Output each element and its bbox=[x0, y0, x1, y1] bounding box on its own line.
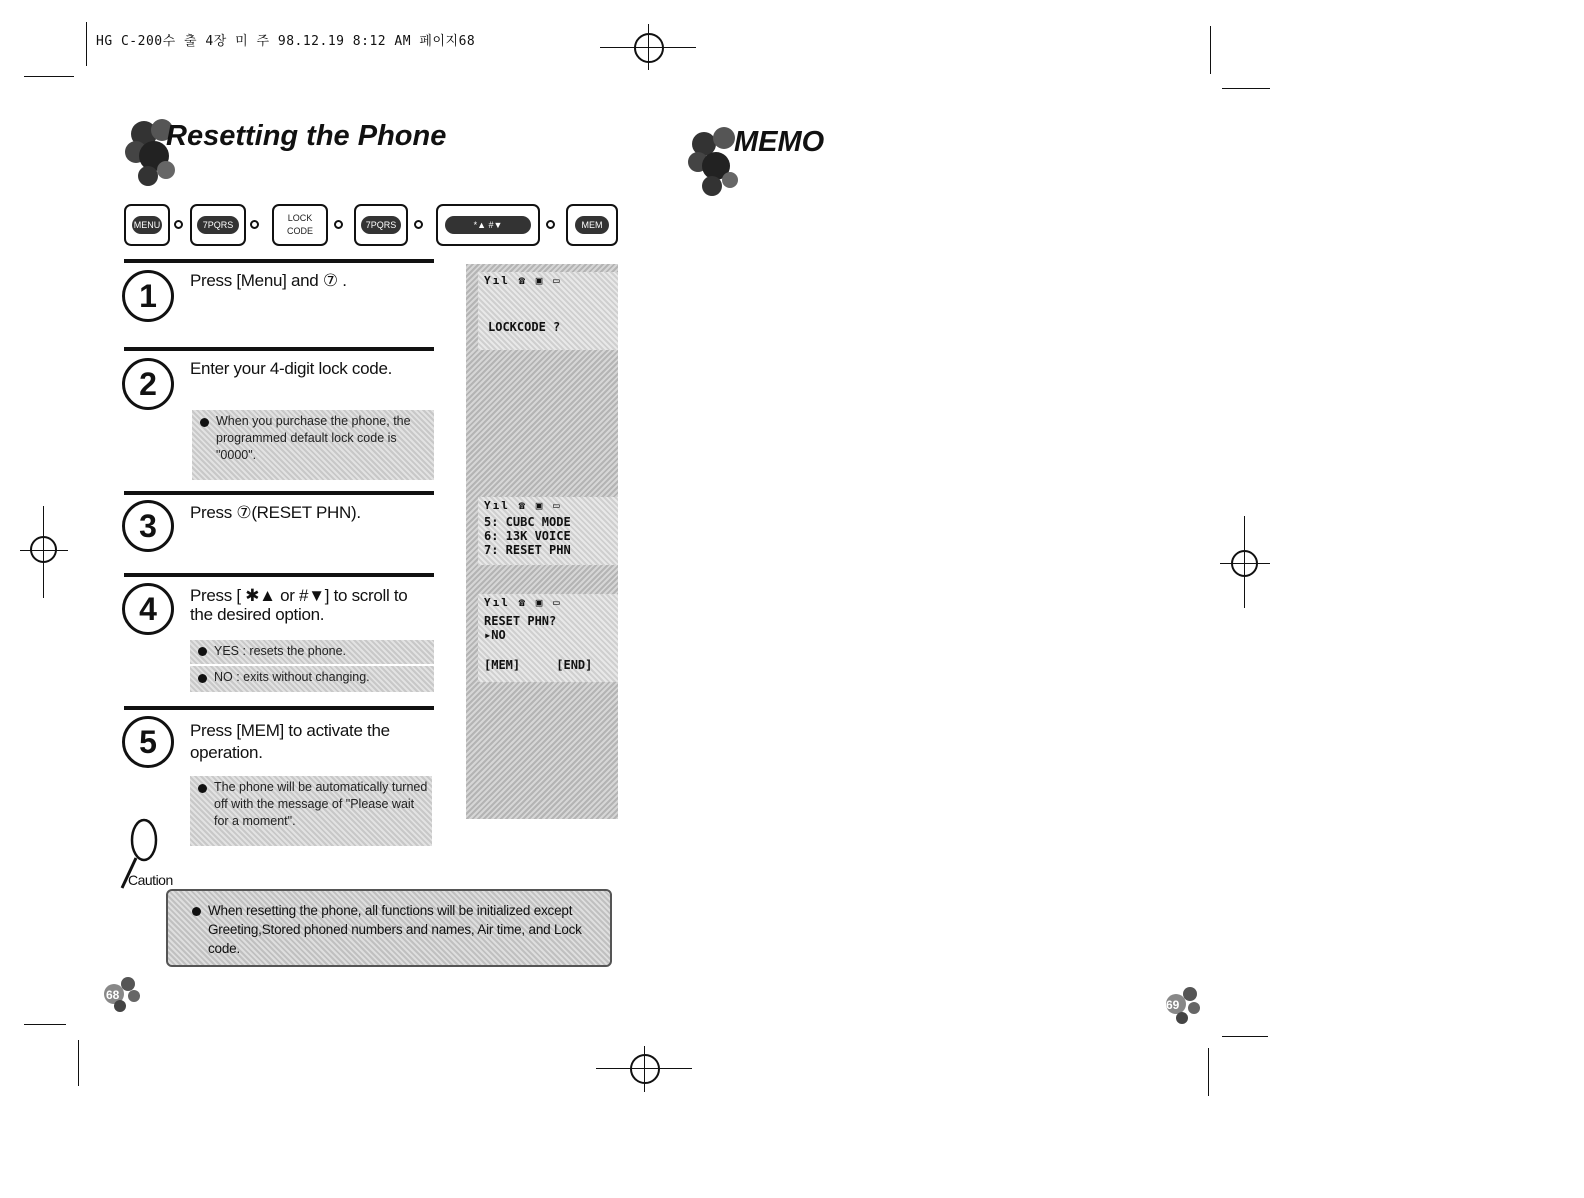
sequence-connector bbox=[174, 220, 183, 229]
step-number: 2 bbox=[122, 358, 174, 410]
step-text: Press [Menu] and ⑦ . bbox=[190, 271, 347, 290]
crop-mark bbox=[1222, 88, 1270, 89]
page-number: 68 bbox=[106, 988, 120, 1002]
caution-text: When resetting the phone, all functions will be initialized except Greeting,Stored phoned numbers and names, Air time, and Lock code. bbox=[208, 903, 582, 956]
seven-key: 7PQRS bbox=[190, 204, 246, 246]
step-number: 4 bbox=[122, 583, 174, 635]
step-text: Press [ ✱▲ or #▼] to scroll to the desired option. bbox=[190, 586, 408, 624]
lcd-screen-reset: Yıl ☎ ▣ ▭ RESET PHN? ▸NO [MEM] [END] bbox=[478, 594, 618, 682]
page-number: 69 bbox=[1166, 998, 1180, 1012]
step-number: 5 bbox=[122, 716, 174, 768]
scroll-keys: *▲ #▼ bbox=[436, 204, 540, 246]
menu-key: MENU bbox=[124, 204, 170, 246]
step-divider bbox=[124, 347, 434, 351]
crop-mark bbox=[24, 76, 74, 77]
step-divider bbox=[124, 259, 434, 263]
seven-key: 7PQRS bbox=[354, 204, 408, 246]
lcd-screen-lockcode: Yıl ☎ ▣ ▭ LOCKCODE ? bbox=[478, 272, 618, 350]
step-number: 3 bbox=[122, 500, 174, 552]
crop-mark bbox=[24, 1024, 66, 1025]
caution-box bbox=[166, 889, 612, 967]
step-note: When you purchase the phone, the programmed default lock code is "0000". bbox=[192, 410, 434, 480]
sequence-connector bbox=[250, 220, 259, 229]
crop-mark bbox=[1210, 26, 1211, 74]
mem-key: MEM bbox=[566, 204, 618, 246]
crop-mark bbox=[78, 1040, 79, 1086]
step-note: YES : resets the phone. bbox=[190, 640, 434, 664]
caution-label: Caution bbox=[128, 872, 173, 888]
lcd-screen-menu: Yıl ☎ ▣ ▭ 5: CUBC MODE 6: 13K VOICE 7: RESET PHN bbox=[478, 497, 618, 565]
print-header: HG C-200수 출 4장 미 주 98.12.19 8:12 AM 페이지68 bbox=[96, 34, 476, 49]
sequence-connector bbox=[414, 220, 423, 229]
crop-mark bbox=[86, 22, 87, 66]
sequence-connector bbox=[546, 220, 555, 229]
step-number: 1 bbox=[122, 270, 174, 322]
key-sequence bbox=[124, 204, 624, 250]
step-note: NO : exits without changing. bbox=[190, 666, 434, 692]
step-note: The phone will be automatically turned off with the message of "Please wait for a moment". bbox=[190, 776, 432, 846]
memo-title: MEMO bbox=[734, 126, 825, 158]
step-text: Press ⑦(RESET PHN). bbox=[190, 503, 361, 522]
step-text: Enter your 4-digit lock code. bbox=[190, 359, 393, 378]
step-divider bbox=[124, 706, 434, 710]
crop-mark bbox=[1222, 1036, 1268, 1037]
step-divider bbox=[124, 491, 434, 495]
step-divider bbox=[124, 573, 434, 577]
sequence-connector bbox=[334, 220, 343, 229]
lock-code-key: LOCK CODE bbox=[272, 204, 328, 246]
bullet bbox=[192, 907, 201, 916]
step-text: Press [MEM] to activate the operation. bbox=[190, 721, 390, 762]
crop-mark bbox=[1208, 1048, 1209, 1096]
page-title: Resetting the Phone bbox=[166, 120, 447, 152]
